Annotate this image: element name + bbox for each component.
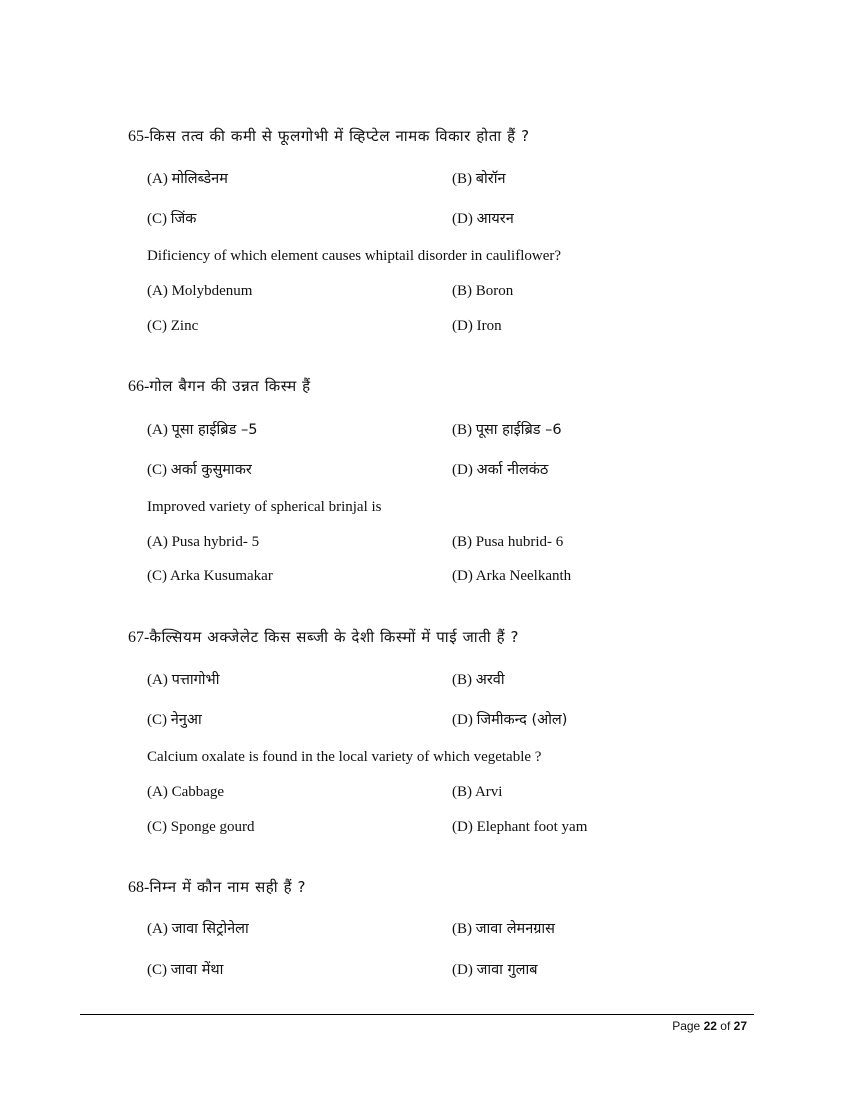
option-c-hindi: (C) अर्का कुसुमाकर [147, 462, 252, 478]
option-c-english: (C) Arka Kusumakar [147, 568, 273, 584]
footer-divider [80, 1014, 754, 1015]
question-number: 66- [128, 378, 150, 395]
question-67-english: Calcium oxalate is found in the local variety of which vegetable ? [147, 749, 542, 765]
question-text-hindi: कैल्सियम अक्जेलेट किस सब्जी के देशी किस्मों में पाई जाती हैं ? [149, 628, 520, 646]
option-a-english: (A) Pusa hybrid- 5 [147, 534, 260, 550]
question-number: 67- [128, 629, 150, 646]
option-b-english: (B) Boron [452, 283, 514, 299]
option-d-hindi: (D) जावा गुलाब [452, 962, 538, 978]
option-a-english: (A) Molybdenum [147, 283, 253, 299]
option-a-english: (A) Cabbage [147, 784, 225, 800]
option-d-english: (D) Elephant foot yam [452, 819, 588, 835]
option-b-hindi: (B) बोरॉन [452, 171, 506, 187]
question-number: 65- [128, 128, 150, 145]
option-a-hindi: (A) मोलिब्डेनम [147, 171, 228, 187]
option-b-hindi: (B) अरवी [452, 672, 505, 688]
option-d-hindi: (D) जिमीकन्द (ओल) [452, 712, 568, 728]
option-d-hindi: (D) आयरन [452, 211, 514, 227]
option-c-hindi: (C) नेनुआ [147, 712, 202, 728]
option-b-hindi: (B) जावा लेमनग्रास [452, 921, 555, 937]
option-b-english: (B) Arvi [452, 784, 503, 800]
option-c-english: (C) Sponge gourd [147, 819, 255, 835]
question-number: 68- [128, 879, 150, 896]
question-65-english: Dificiency of which element causes whiptail disorder in cauliflower? [147, 248, 562, 264]
question-text-hindi: निम्न में कौन नाम सही हैं ? [149, 878, 307, 896]
option-a-hindi: (A) पूसा हाईब्रिड –5 [147, 422, 258, 438]
page-number: Page 22 of 27 [672, 1019, 747, 1033]
question-68-hindi [128, 877, 306, 897]
question-text-hindi: किस तत्व की कमी से फूलगोभी में व्हिप्टेल नामक विकार होता हैं ? [149, 127, 530, 145]
option-a-hindi: (A) जावा सिट्रोनेला [147, 921, 249, 937]
question-text-hindi: गोल बैगन की उन्नत किस्म हैं [149, 377, 311, 395]
option-c-hindi: (C) जावा मेंथा [147, 962, 224, 978]
option-b-hindi: (B) पूसा हाईब्रिड –6 [452, 422, 562, 438]
option-d-english: (D) Iron [452, 318, 502, 334]
option-a-hindi: (A) पत्तागोभी [147, 672, 220, 688]
option-d-hindi: (D) अर्का नीलकंठ [452, 462, 549, 478]
option-b-english: (B) Pusa hubrid- 6 [452, 534, 564, 550]
option-c-hindi: (C) जिंक [147, 211, 197, 227]
question-65-hindi [128, 126, 530, 146]
question-66-hindi [128, 376, 311, 396]
question-66-english: Improved variety of spherical brinjal is [147, 499, 382, 515]
option-d-english: (D) Arka Neelkanth [452, 568, 572, 584]
option-c-english: (C) Zinc [147, 318, 199, 334]
question-67-hindi [128, 627, 519, 647]
